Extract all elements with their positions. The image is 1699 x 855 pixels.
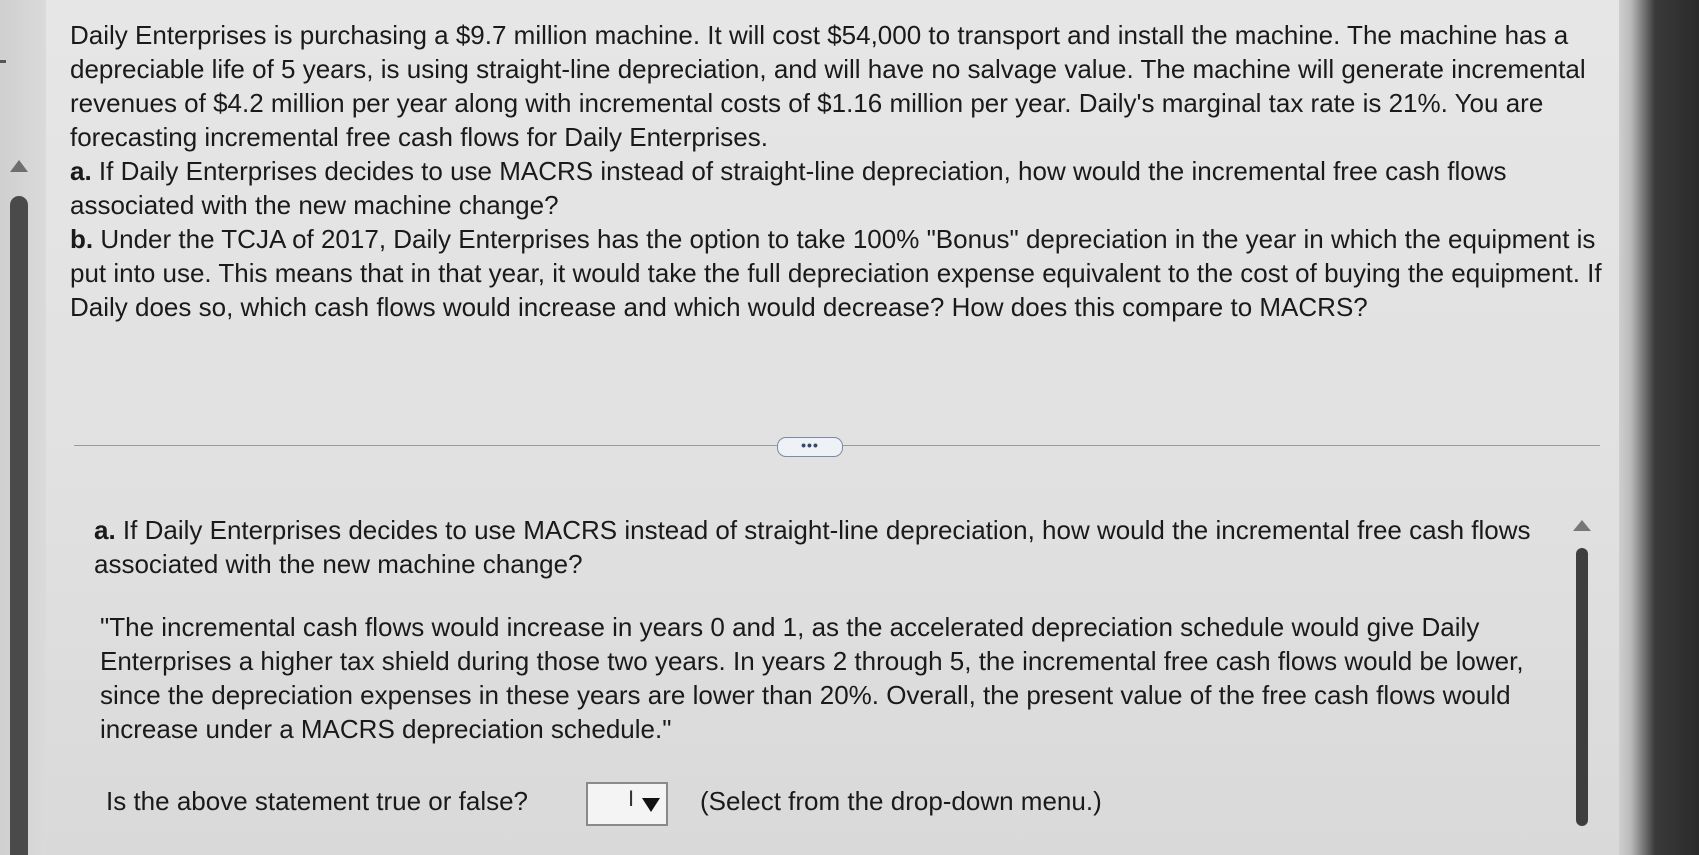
inner-scroll-up-icon[interactable] — [1573, 520, 1591, 531]
problem-statement — [70, 18, 1610, 324]
left-frame — [0, 0, 46, 855]
true-false-dropdown[interactable] — [586, 782, 668, 826]
select-hint: (Select from the drop-down menu.) — [700, 786, 1102, 816]
problem-part-b — [70, 222, 1610, 324]
expand-more-button[interactable]: ••• — [777, 437, 843, 457]
scroll-up-icon[interactable] — [10, 160, 28, 172]
part-a-letter: a. — [70, 156, 92, 186]
left-scrollbar-thumb[interactable] — [10, 196, 28, 855]
problem-part-a — [70, 154, 1610, 222]
answer-part-letter: a. — [94, 515, 116, 545]
triangle-down-icon[interactable] — [642, 798, 660, 812]
answer-part-text: If Daily Enterprises decides to use MACRS instead of straight-line depreciation, how would the incremental free cash flows associated with the new machine change? — [94, 515, 1531, 579]
part-a-text: If Daily Enterprises decides to use MACRS instead of straight-line depreciation, how would the incremental free cash flows associated with the new machine change? — [70, 156, 1507, 220]
part-b-text: Under the TCJA of 2017, Daily Enterprises has the option to take 100% "Bonus" depreciation in the year in which the equipment is put into use. This means that in that year, it would take the full depreciation expense equivalent to the cost of buying the equipment. If Daily does so, which cash flows would increase and which would decrease? How does this compare to MACRS? — [70, 224, 1602, 322]
part-b-letter: b. — [70, 224, 94, 254]
i-beam-cursor-icon: I — [628, 786, 635, 811]
right-frame — [1619, 0, 1699, 855]
problem-intro: Daily Enterprises is purchasing a $9.7 million machine. It will cost $54,000 to transport and install the machine. The machine has a depreciable life of 5 years, is using straight-line depreciation, and will have no salvage value. The machine will generate incremental revenues of $4.2 million per year along with incremental costs of $1.16 million per year. Daily's marginal tax rate is 21%. You are forecasting incremental free cash flows for Daily Enterprises. — [70, 20, 1586, 152]
inner-scrollbar-thumb[interactable] — [1576, 548, 1588, 826]
quoted-statement: "The incremental cash flows would increase in years 0 and 1, as the accelerated depreciation schedule would give Daily Enterprises a higher tax shield during those two years. In years 2 through 5, the incremental free cash flows would be lower, since the depreciation expenses in these years are lower than 20%. Overall, the present value of the free cash flows would increase under a MACRS depreciation schedule." — [100, 612, 1524, 744]
left-tick-mark — [0, 60, 6, 63]
true-false-question: Is the above statement true or false? — [106, 786, 529, 816]
answer-part-a-question — [94, 513, 1554, 581]
